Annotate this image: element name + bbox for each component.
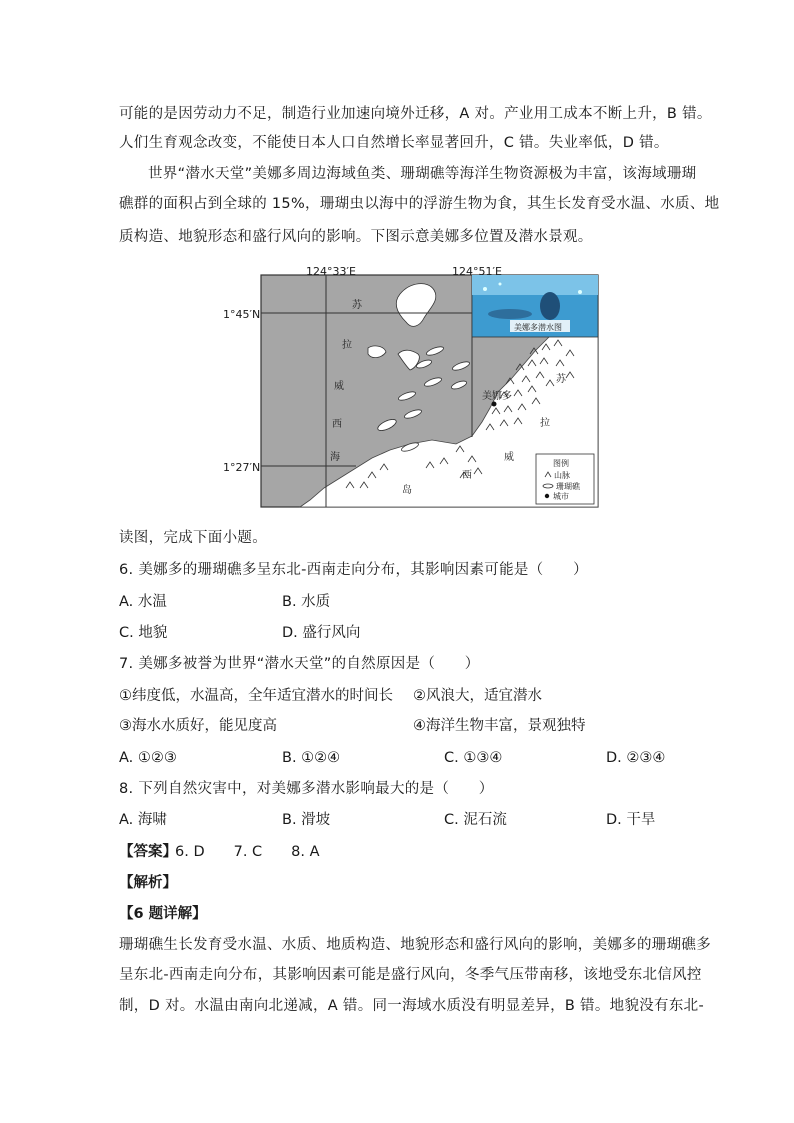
q7-statement-3: ③海水水质好，能见度高 [119, 718, 277, 734]
legend-title: 图例 [553, 459, 569, 468]
q8-option-d: D. 干旱 [606, 812, 656, 828]
paragraph-line: 人们生育观念改变，不能使日本人口自然增长率显著回升，C 错。失业率低，D 错。 [119, 135, 669, 151]
detail-line: 珊瑚礁生长发育受水温、水质、地质构造、地貌形态和盛行风向的影响，美娜多的珊瑚礁多 [119, 937, 711, 953]
answer-label: 【答案】 [119, 844, 177, 860]
island-char: 苏 [556, 374, 566, 385]
q6-option-c: C. 地貌 [119, 625, 168, 641]
q7-option-b: B. ①②④ [282, 750, 341, 766]
q7-statement-4: ④海洋生物丰富，景观独特 [413, 718, 586, 734]
q7-option-c: C. ①③④ [444, 750, 503, 766]
question-8-stem: 8. 下列自然灾害中，对美娜多潜水影响最大的是（ ） [119, 781, 494, 797]
detail-line: 呈东北-西南走向分布，其影响因素可能是盛行风向，冬季气压带南移，该地受东北信风控 [119, 967, 702, 983]
city-label: 美娜多 [482, 391, 512, 402]
q6-option-a: A. 水温 [119, 594, 167, 610]
sea-char: 拉 [342, 340, 352, 351]
legend-city: 城市 [553, 492, 569, 501]
location-map [260, 274, 600, 510]
island-char: 岛 [402, 485, 412, 496]
latitude-label-bottom: 1°27′N [223, 461, 261, 474]
q7-option-d: D. ②③④ [606, 750, 666, 766]
paragraph-line: 世界“潜水天堂”美娜多周边海域鱼类、珊瑚礁等海洋生物资源极为丰富，该海域珊瑚 [148, 166, 697, 182]
q8-option-a: A. 海啸 [119, 812, 167, 828]
question-6-stem: 6. 美娜多的珊瑚礁多呈东北-西南走向分布，其影响因素可能是（ ） [119, 562, 588, 578]
paragraph-line: 礁群的面积占到全球的 15%，珊瑚虫以海中的浮游生物为食，其生长发育受水温、水质、地 [119, 196, 720, 212]
longitude-label-left: 124°33′E [306, 265, 356, 278]
sea-char: 威 [334, 381, 344, 392]
question-7-stem: 7. 美娜多被誉为世界“潜水天堂”的自然原因是（ ） [119, 656, 480, 672]
detail-label: 【6 题详解】 [119, 906, 207, 922]
q8-option-c: C. 泥石流 [444, 812, 507, 828]
q7-statement-1: ①纬度低，水温高，全年适宜潜水的时间长 [119, 688, 393, 704]
legend-reef: 珊瑚礁 [556, 482, 580, 491]
legend-mountain: 山脉 [554, 471, 570, 480]
latitude-label-top: 1°45′N [223, 308, 261, 321]
answer-values: 6. D 7. C 8. A [175, 844, 320, 860]
analysis-label: 【解析】 [119, 875, 177, 891]
island-char: 威 [504, 452, 514, 463]
detail-line: 制，D 对。水温由南向北递减，A 错。同一海域水质没有明显差异，B 错。地貌没有东北- [119, 998, 704, 1014]
sea-char: 西 [332, 419, 342, 430]
paragraph-line: 质构造、地貌形态和盛行风向的影响。下图示意美娜多位置及潜水景观。 [119, 229, 593, 245]
q7-statement-2: ②风浪大，适宜潜水 [413, 688, 542, 704]
photo-caption: 美娜多潜水图 [514, 323, 562, 332]
island-char: 拉 [540, 418, 550, 429]
paragraph-line: 可能的是因劳动力不足，制造行业加速向境外迁移，A 对。产业用工成本不断上升，B 错。 [119, 106, 712, 122]
q8-option-b: B. 滑坡 [282, 812, 331, 828]
q7-option-a: A. ①②③ [119, 750, 177, 766]
q6-option-d: D. 盛行风向 [282, 625, 361, 641]
city-dot [492, 402, 497, 407]
q6-option-b: B. 水质 [282, 594, 331, 610]
longitude-label-right: 124°51′E [452, 265, 502, 278]
sea-char: 苏 [352, 300, 362, 311]
instruction: 读图，完成下面小题。 [119, 530, 267, 546]
sea-char: 海 [330, 452, 340, 463]
island-char: 西 [462, 470, 472, 481]
